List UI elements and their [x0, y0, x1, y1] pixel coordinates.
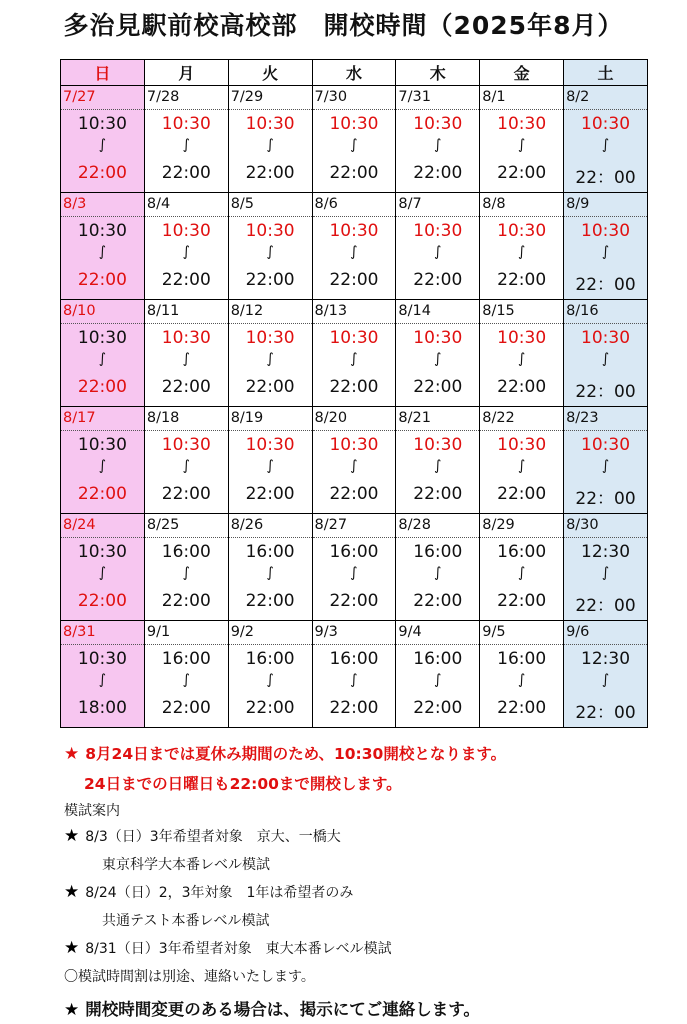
open-time: 10:30: [581, 221, 631, 241]
open-time: 10:30: [245, 328, 295, 348]
close-time: 22:00: [77, 484, 127, 504]
open-time: 10:30: [497, 328, 547, 348]
close-time: 22:00: [161, 163, 211, 183]
close-time: 22:00: [77, 163, 127, 183]
tilde-icon: ∫: [434, 458, 442, 474]
close-time: 22:00: [161, 377, 211, 397]
open-time: 16:00: [329, 542, 379, 562]
tilde-icon: ∫: [266, 244, 274, 260]
open-time: 10:30: [77, 328, 127, 348]
day-date: 8/10: [61, 300, 144, 324]
day-date: 9/4: [396, 621, 479, 645]
open-time: 10:30: [497, 435, 547, 455]
day-date: 8/18: [145, 407, 228, 431]
day-date: 8/6: [313, 193, 396, 217]
close-time: 18:00: [77, 698, 127, 718]
close-time: 22:00: [329, 698, 379, 718]
open-time: 10:30: [161, 435, 211, 455]
exam-guide-heading: 模試案内: [64, 803, 120, 819]
day-date: 9/6: [564, 621, 647, 645]
open-time: 10:30: [245, 221, 295, 241]
tilde-icon: ∫: [601, 565, 610, 581]
day-cell: [480, 514, 564, 621]
exam-item-detail: 共通テスト本番レベル模試: [102, 913, 270, 929]
tilde-icon: ∫: [601, 672, 610, 688]
open-time: 10:30: [497, 221, 547, 241]
close-time: 22:00: [161, 591, 211, 611]
day-cell: [228, 193, 312, 300]
weekday-header-row: [61, 60, 648, 86]
exam-item: ★ 8/24（日）2，3年対象 1年は希望者のみ: [64, 882, 354, 902]
tilde-icon: ∫: [266, 458, 274, 474]
tilde-icon: ∫: [517, 137, 526, 153]
day-date: 8/20: [313, 407, 396, 431]
close-time: 22:00: [245, 270, 295, 290]
close-time: 22:00: [413, 484, 463, 504]
day-date: 7/31: [396, 86, 479, 110]
close-time: 22:00: [497, 270, 547, 290]
day-cell: [61, 514, 145, 621]
day-date: 8/21: [396, 407, 479, 431]
close-time: 22:00: [77, 377, 127, 397]
day-date: 8/24: [61, 514, 144, 538]
weekday-mon: 月: [144, 60, 228, 86]
week-row: [61, 300, 648, 407]
day-cell: [144, 407, 228, 514]
open-time: 10:30: [329, 328, 379, 348]
open-time: 12:30: [581, 542, 631, 562]
open-time: 10:30: [245, 435, 295, 455]
day-date: 8/7: [396, 193, 479, 217]
day-cell: [312, 193, 396, 300]
star-icon: ★: [64, 938, 80, 958]
week-row: [61, 407, 648, 514]
close-time: 22：00: [575, 489, 636, 509]
star-icon: ★: [64, 744, 80, 764]
close-time: 22：00: [575, 168, 636, 188]
open-time: 16:00: [161, 649, 211, 669]
day-date: 8/28: [396, 514, 479, 538]
star-icon: ★: [64, 882, 80, 902]
day-cell: [564, 300, 648, 407]
day-date: 7/29: [229, 86, 312, 110]
exam-item: ★ 8/3（日）3年希望者対象 京大、一橋大: [64, 826, 341, 846]
close-time: 22:00: [413, 698, 463, 718]
tilde-icon: ∫: [98, 351, 107, 367]
day-cell: [61, 300, 145, 407]
open-time: 10:30: [581, 435, 631, 455]
day-date: 8/19: [229, 407, 312, 431]
open-time: 16:00: [245, 542, 295, 562]
open-time: 10:30: [329, 221, 379, 241]
day-date: 9/5: [480, 621, 563, 645]
day-cell: [144, 86, 228, 193]
close-time: 22：00: [575, 382, 636, 402]
day-cell: [480, 300, 564, 407]
exam-item-detail: 東京科学大本番レベル模試: [102, 857, 270, 873]
change-notice: ★ 開校時間変更のある場合は、掲示にてご連絡します。: [64, 1000, 480, 1020]
open-time: 10:30: [161, 114, 211, 134]
open-time: 10:30: [413, 435, 463, 455]
tilde-icon: ∫: [517, 565, 526, 581]
open-time: 16:00: [329, 649, 379, 669]
note-sunday-hours: 24日までの日曜日も22:00まで開校します。: [84, 775, 402, 793]
star-icon: ★: [64, 826, 80, 846]
weekday-wed: 水: [312, 60, 396, 86]
open-time: 10:30: [413, 114, 463, 134]
tilde-icon: ∫: [98, 137, 107, 153]
close-time: 22:00: [497, 163, 547, 183]
open-time: 16:00: [413, 542, 463, 562]
day-date: 8/31: [61, 621, 144, 645]
tilde-icon: ∫: [350, 672, 358, 688]
close-time: 22：00: [575, 596, 636, 616]
day-cell: [144, 621, 228, 728]
open-time: 10:30: [581, 114, 631, 134]
day-cell: [564, 621, 648, 728]
day-cell: [61, 86, 145, 193]
tilde-icon: ∫: [350, 351, 358, 367]
tilde-icon: ∫: [434, 565, 442, 581]
open-time: 16:00: [245, 649, 295, 669]
week-row: [61, 514, 648, 621]
open-time: 16:00: [161, 542, 211, 562]
tilde-icon: ∫: [350, 137, 358, 153]
tilde-icon: ∫: [434, 672, 442, 688]
close-time: 22:00: [329, 377, 379, 397]
day-cell: [564, 407, 648, 514]
tilde-icon: ∫: [266, 351, 274, 367]
note-summer-hours: ★ 8月24日までは夏休み期間のため、10:30開校となります。: [64, 744, 507, 764]
day-cell: [480, 407, 564, 514]
tilde-icon: ∫: [601, 458, 610, 474]
tilde-icon: ∫: [434, 351, 442, 367]
day-date: 8/14: [396, 300, 479, 324]
day-cell: [396, 86, 480, 193]
tilde-icon: ∫: [601, 351, 610, 367]
day-cell: [396, 193, 480, 300]
close-time: 22:00: [245, 163, 295, 183]
day-date: 8/1: [480, 86, 563, 110]
close-time: 22:00: [329, 591, 379, 611]
day-date: 7/30: [313, 86, 396, 110]
day-date: 8/3: [61, 193, 144, 217]
week-row: [61, 621, 648, 728]
day-cell: [480, 621, 564, 728]
week-row: [61, 193, 648, 300]
day-cell: [144, 193, 228, 300]
day-date: 8/4: [145, 193, 228, 217]
close-time: 22:00: [245, 698, 295, 718]
close-time: 22:00: [329, 484, 379, 504]
open-time: 16:00: [497, 649, 547, 669]
tilde-icon: ∫: [266, 565, 274, 581]
tilde-icon: ∫: [601, 137, 610, 153]
tilde-icon: ∫: [98, 458, 107, 474]
close-time: 22:00: [497, 698, 547, 718]
day-cell: [228, 86, 312, 193]
close-time: 22:00: [77, 270, 127, 290]
close-time: 22:00: [245, 484, 295, 504]
exam-item: ★ 8/31（日）3年希望者対象 東大本番レベル模試: [64, 938, 392, 958]
close-time: 22:00: [161, 270, 211, 290]
open-time: 10:30: [245, 114, 295, 134]
tilde-icon: ∫: [98, 565, 107, 581]
day-cell: [228, 514, 312, 621]
day-date: 8/30: [564, 514, 647, 538]
week-row: [61, 86, 648, 193]
tilde-icon: ∫: [434, 244, 442, 260]
weekday-thu: 木: [396, 60, 480, 86]
day-cell: [228, 300, 312, 407]
close-time: 22:00: [245, 377, 295, 397]
calendar-table: [60, 59, 648, 728]
day-date: 8/23: [564, 407, 647, 431]
day-date: 8/13: [313, 300, 396, 324]
tilde-icon: ∫: [98, 672, 107, 688]
close-time: 22:00: [245, 591, 295, 611]
open-time: 10:30: [581, 328, 631, 348]
close-time: 22:00: [413, 377, 463, 397]
day-date: 7/27: [61, 86, 144, 110]
star-icon: ★: [64, 1000, 80, 1020]
tilde-icon: ∫: [182, 458, 190, 474]
weekday-sun: 日: [61, 60, 145, 86]
tilde-icon: ∫: [182, 565, 190, 581]
tilde-icon: ∫: [350, 244, 358, 260]
tilde-icon: ∫: [98, 244, 107, 260]
open-time: 10:30: [77, 435, 127, 455]
day-cell: [312, 407, 396, 514]
day-cell: [61, 407, 145, 514]
day-cell: [396, 621, 480, 728]
tilde-icon: ∫: [434, 137, 442, 153]
tilde-icon: ∫: [517, 244, 526, 260]
day-date: 8/25: [145, 514, 228, 538]
day-date: 9/3: [313, 621, 396, 645]
tilde-icon: ∫: [517, 351, 526, 367]
day-cell: [396, 514, 480, 621]
close-time: 22:00: [161, 484, 211, 504]
day-date: 8/16: [564, 300, 647, 324]
tilde-icon: ∫: [350, 565, 358, 581]
day-cell: [396, 300, 480, 407]
day-date: 8/2: [564, 86, 647, 110]
tilde-icon: ∫: [182, 351, 190, 367]
day-date: 9/1: [145, 621, 228, 645]
tilde-icon: ∫: [182, 137, 190, 153]
day-cell: [61, 193, 145, 300]
close-time: 22:00: [497, 484, 547, 504]
day-cell: [144, 514, 228, 621]
tilde-icon: ∫: [517, 458, 526, 474]
day-cell: [312, 86, 396, 193]
close-time: 22:00: [497, 377, 547, 397]
day-cell: [480, 193, 564, 300]
tilde-icon: ∫: [182, 672, 190, 688]
open-time: 10:30: [329, 114, 379, 134]
page-title: 多治見駅前校高校部 開校時間（2025年8月）: [63, 11, 624, 40]
open-time: 10:30: [77, 649, 127, 669]
open-time: 10:30: [413, 221, 463, 241]
close-time: 22：00: [575, 275, 636, 295]
weekday-fri: 金: [480, 60, 564, 86]
day-date: 9/2: [229, 621, 312, 645]
tilde-icon: ∫: [517, 672, 526, 688]
day-date: 8/27: [313, 514, 396, 538]
day-date: 8/26: [229, 514, 312, 538]
open-time: 16:00: [497, 542, 547, 562]
tilde-icon: ∫: [182, 244, 190, 260]
close-time: 22:00: [497, 591, 547, 611]
day-cell: [61, 621, 145, 728]
close-time: 22:00: [413, 270, 463, 290]
day-cell: [564, 86, 648, 193]
day-cell: [564, 514, 648, 621]
day-date: 8/9: [564, 193, 647, 217]
day-cell: [480, 86, 564, 193]
open-time: 10:30: [413, 328, 463, 348]
close-time: 22:00: [329, 163, 379, 183]
tilde-icon: ∫: [266, 672, 274, 688]
open-time: 10:30: [161, 328, 211, 348]
day-cell: [312, 300, 396, 407]
close-time: 22：00: [575, 703, 636, 723]
day-cell: [228, 407, 312, 514]
day-cell: [312, 621, 396, 728]
day-date: 8/11: [145, 300, 228, 324]
day-date: 8/12: [229, 300, 312, 324]
tilde-icon: ∫: [601, 244, 610, 260]
day-cell: [396, 407, 480, 514]
exam-schedule-note: 〇模試時間割は別途、連絡いたします。: [64, 969, 315, 985]
close-time: 22:00: [77, 591, 127, 611]
close-time: 22:00: [161, 698, 211, 718]
open-time: 10:30: [77, 114, 127, 134]
day-date: 8/29: [480, 514, 563, 538]
tilde-icon: ∫: [350, 458, 358, 474]
weekday-sat: 土: [564, 60, 648, 86]
day-date: 7/28: [145, 86, 228, 110]
close-time: 22:00: [329, 270, 379, 290]
day-date: 8/22: [480, 407, 563, 431]
day-date: 8/17: [61, 407, 144, 431]
open-time: 10:30: [329, 435, 379, 455]
open-time: 10:30: [497, 114, 547, 134]
open-time: 10:30: [77, 542, 127, 562]
close-time: 22:00: [413, 163, 463, 183]
open-time: 10:30: [161, 221, 211, 241]
day-date: 8/8: [480, 193, 563, 217]
day-cell: [564, 193, 648, 300]
open-time: 10:30: [77, 221, 127, 241]
open-time: 12:30: [581, 649, 631, 669]
tilde-icon: ∫: [266, 137, 274, 153]
day-date: 8/5: [229, 193, 312, 217]
close-time: 22:00: [413, 591, 463, 611]
open-time: 16:00: [413, 649, 463, 669]
day-date: 8/15: [480, 300, 563, 324]
day-cell: [228, 621, 312, 728]
day-cell: [312, 514, 396, 621]
day-cell: [144, 300, 228, 407]
weekday-tue: 火: [228, 60, 312, 86]
